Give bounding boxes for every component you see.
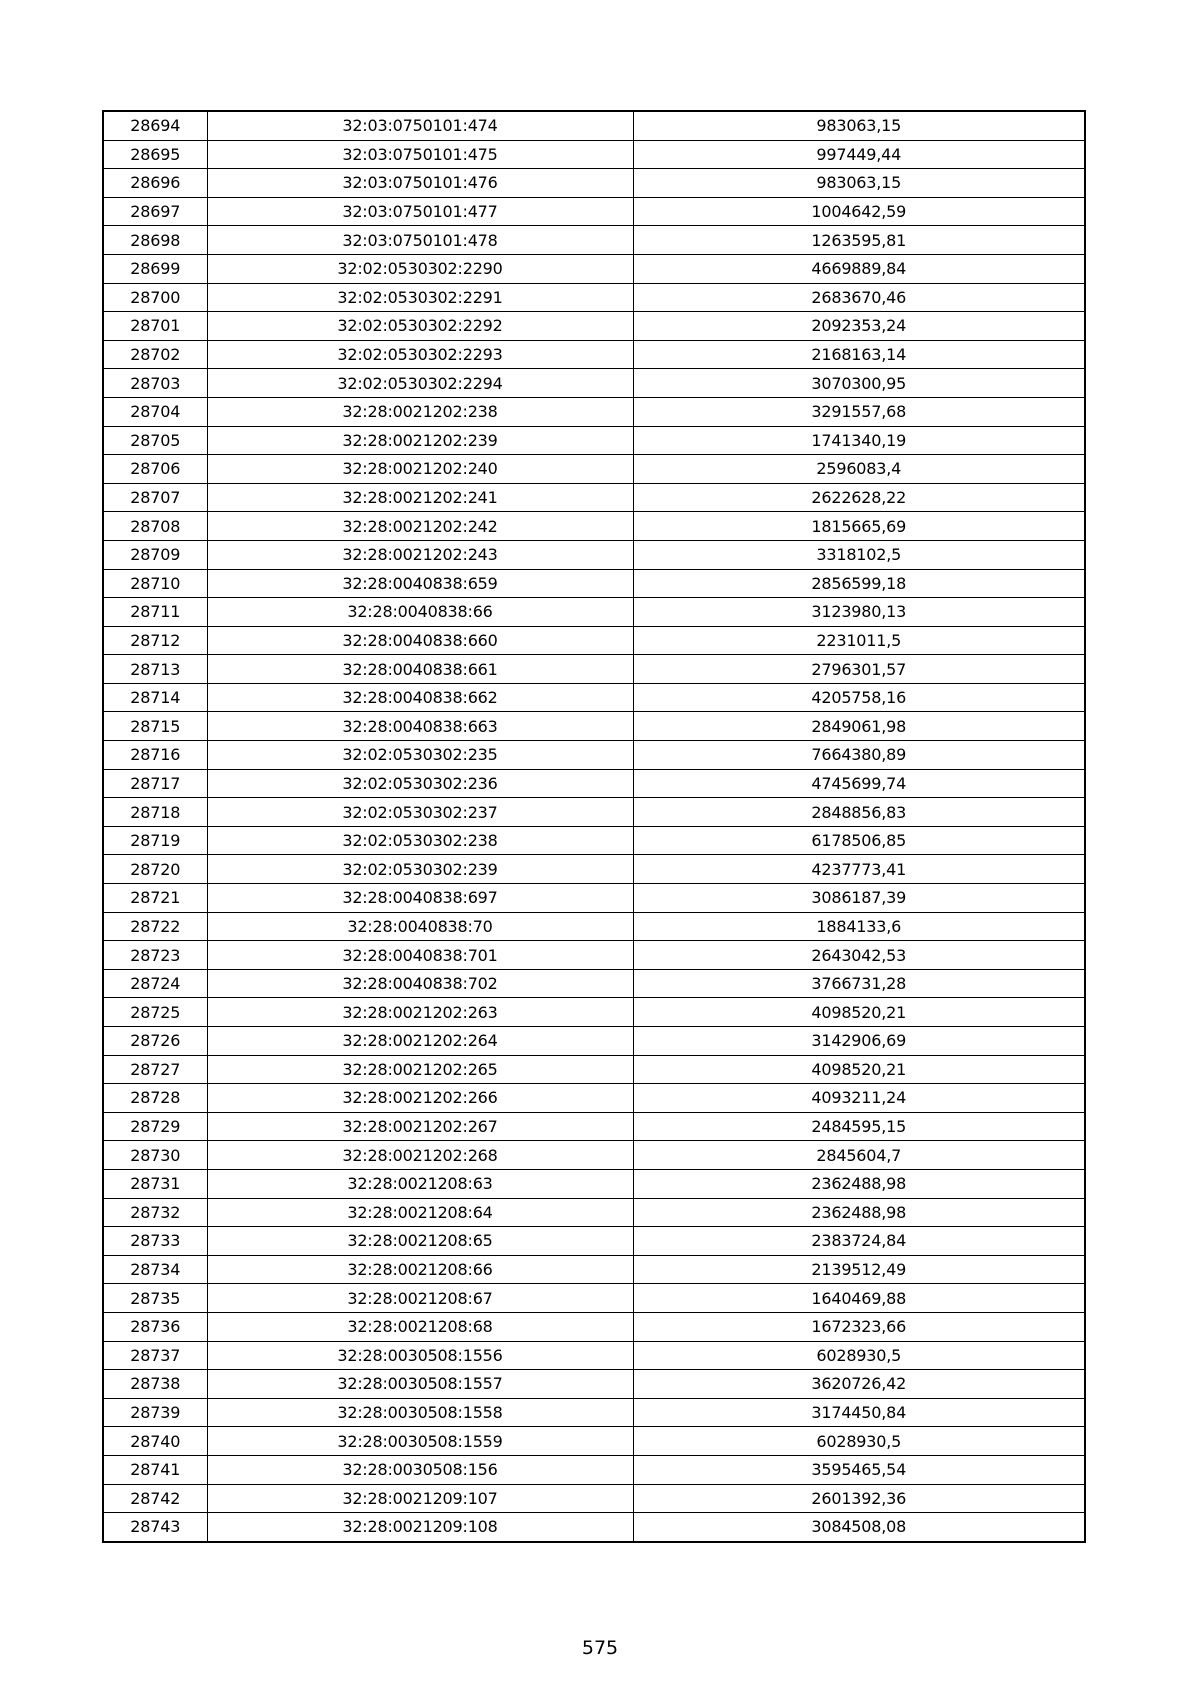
table-row <box>103 1112 1085 1141</box>
cadastral-number-cell: 32:28:0021208:65 <box>207 1227 633 1256</box>
cadastral-value-cell: 2362488,98 <box>633 1198 1085 1227</box>
table-row <box>103 1455 1085 1484</box>
table-row <box>103 312 1085 341</box>
cadastral-value-cell: 1884133,6 <box>633 912 1085 941</box>
cadastral-value-cell: 2622628,22 <box>633 483 1085 512</box>
cadastral-value-cell: 2849061,98 <box>633 712 1085 741</box>
cadastral-number-cell: 32:03:0750101:477 <box>207 197 633 226</box>
cadastral-value-cell: 1815665,69 <box>633 512 1085 541</box>
row-number-cell: 28715 <box>103 712 207 741</box>
row-number-cell: 28729 <box>103 1112 207 1141</box>
cadastral-number-cell: 32:28:0021202:238 <box>207 397 633 426</box>
cadastral-number-cell: 32:28:0021202:243 <box>207 540 633 569</box>
row-number-cell: 28734 <box>103 1255 207 1284</box>
table-row <box>103 397 1085 426</box>
cadastral-number-cell: 32:28:0021202:241 <box>207 483 633 512</box>
cadastral-value-cell: 2139512,49 <box>633 1255 1085 1284</box>
cadastral-value-cell: 4098520,21 <box>633 998 1085 1027</box>
cadastral-number-cell: 32:28:0021202:264 <box>207 1027 633 1056</box>
cadastral-number-cell: 32:28:0021208:64 <box>207 1198 633 1227</box>
cadastral-number-cell: 32:28:0030508:1557 <box>207 1370 633 1399</box>
row-number-cell: 28698 <box>103 226 207 255</box>
table-row <box>103 1198 1085 1227</box>
cadastral-value-cell: 7664380,89 <box>633 741 1085 770</box>
cadastral-number-cell: 32:02:0530302:2292 <box>207 312 633 341</box>
row-number-cell: 28742 <box>103 1484 207 1513</box>
row-number-cell: 28696 <box>103 169 207 198</box>
row-number-cell: 28731 <box>103 1169 207 1198</box>
cadastral-number-cell: 32:28:0021202:240 <box>207 455 633 484</box>
table-row <box>103 1427 1085 1456</box>
row-number-cell: 28720 <box>103 855 207 884</box>
table-row <box>103 169 1085 198</box>
cadastral-value-cell: 3084508,08 <box>633 1513 1085 1542</box>
table-row <box>103 1513 1085 1542</box>
table-row <box>103 254 1085 283</box>
cadastral-number-cell: 32:28:0021208:67 <box>207 1284 633 1313</box>
table-row <box>103 1055 1085 1084</box>
table-row <box>103 1312 1085 1341</box>
cadastral-value-cell: 983063,15 <box>633 111 1085 140</box>
table-row <box>103 655 1085 684</box>
row-number-cell: 28727 <box>103 1055 207 1084</box>
table-row <box>103 855 1085 884</box>
cadastral-number-cell: 32:28:0030508:156 <box>207 1455 633 1484</box>
cadastral-number-cell: 32:02:0530302:239 <box>207 855 633 884</box>
cadastral-number-cell: 32:28:0040838:70 <box>207 912 633 941</box>
cadastral-number-cell: 32:02:0530302:2293 <box>207 340 633 369</box>
cadastral-number-cell: 32:03:0750101:478 <box>207 226 633 255</box>
table-row <box>103 426 1085 455</box>
cadastral-number-cell: 32:02:0530302:237 <box>207 798 633 827</box>
cadastral-number-cell: 32:28:0040838:702 <box>207 969 633 998</box>
cadastral-number-cell: 32:28:0030508:1556 <box>207 1341 633 1370</box>
row-number-cell: 28741 <box>103 1455 207 1484</box>
cadastral-value-cell: 2856599,18 <box>633 569 1085 598</box>
table-row <box>103 111 1085 140</box>
cadastral-value-cell: 1741340,19 <box>633 426 1085 455</box>
cadastral-number-cell: 32:28:0021209:107 <box>207 1484 633 1513</box>
table-body <box>103 111 1085 1542</box>
row-number-cell: 28705 <box>103 426 207 455</box>
cadastral-number-cell: 32:28:0040838:697 <box>207 884 633 913</box>
row-number-cell: 28699 <box>103 254 207 283</box>
cadastral-number-cell: 32:02:0530302:238 <box>207 826 633 855</box>
cadastral-value-cell: 2362488,98 <box>633 1169 1085 1198</box>
row-number-cell: 28707 <box>103 483 207 512</box>
row-number-cell: 28719 <box>103 826 207 855</box>
cadastral-value-table <box>102 110 1086 1543</box>
cadastral-number-cell: 32:28:0021202:242 <box>207 512 633 541</box>
cadastral-value-cell: 6178506,85 <box>633 826 1085 855</box>
row-number-cell: 28739 <box>103 1398 207 1427</box>
cadastral-value-cell: 4093211,24 <box>633 1084 1085 1113</box>
row-number-cell: 28702 <box>103 340 207 369</box>
row-number-cell: 28717 <box>103 769 207 798</box>
table-row <box>103 769 1085 798</box>
row-number-cell: 28708 <box>103 512 207 541</box>
cadastral-value-cell: 4205758,16 <box>633 683 1085 712</box>
cadastral-value-cell: 2484595,15 <box>633 1112 1085 1141</box>
cadastral-value-cell: 1640469,88 <box>633 1284 1085 1313</box>
row-number-cell: 28718 <box>103 798 207 827</box>
cadastral-number-cell: 32:02:0530302:236 <box>207 769 633 798</box>
cadastral-value-cell: 1672323,66 <box>633 1312 1085 1341</box>
cadastral-number-cell: 32:28:0021202:265 <box>207 1055 633 1084</box>
cadastral-value-cell: 2796301,57 <box>633 655 1085 684</box>
cadastral-number-cell: 32:28:0021202:266 <box>207 1084 633 1113</box>
cadastral-value-cell: 3595465,54 <box>633 1455 1085 1484</box>
cadastral-number-cell: 32:28:0030508:1558 <box>207 1398 633 1427</box>
cadastral-value-cell: 2168163,14 <box>633 340 1085 369</box>
cadastral-value-cell: 3620726,42 <box>633 1370 1085 1399</box>
cadastral-value-cell: 3318102,5 <box>633 540 1085 569</box>
cadastral-number-cell: 32:03:0750101:476 <box>207 169 633 198</box>
cadastral-number-cell: 32:28:0021209:108 <box>207 1513 633 1542</box>
table-row <box>103 712 1085 741</box>
row-number-cell: 28740 <box>103 1427 207 1456</box>
cadastral-value-cell: 3174450,84 <box>633 1398 1085 1427</box>
row-number-cell: 28701 <box>103 312 207 341</box>
cadastral-value-cell: 983063,15 <box>633 169 1085 198</box>
row-number-cell: 28704 <box>103 397 207 426</box>
cadastral-value-cell: 3123980,13 <box>633 598 1085 627</box>
table-row <box>103 969 1085 998</box>
cadastral-value-cell: 6028930,5 <box>633 1341 1085 1370</box>
cadastral-value-cell: 4669889,84 <box>633 254 1085 283</box>
table-row <box>103 1169 1085 1198</box>
cadastral-value-cell: 4098520,21 <box>633 1055 1085 1084</box>
cadastral-value-cell: 2092353,24 <box>633 312 1085 341</box>
cadastral-value-cell: 4745699,74 <box>633 769 1085 798</box>
table-row <box>103 798 1085 827</box>
cadastral-number-cell: 32:28:0021202:263 <box>207 998 633 1027</box>
row-number-cell: 28700 <box>103 283 207 312</box>
cadastral-number-cell: 32:28:0040838:66 <box>207 598 633 627</box>
cadastral-value-cell: 3070300,95 <box>633 369 1085 398</box>
cadastral-value-cell: 3766731,28 <box>633 969 1085 998</box>
table-row <box>103 998 1085 1027</box>
table-row <box>103 369 1085 398</box>
cadastral-value-cell: 1004642,59 <box>633 197 1085 226</box>
cadastral-value-cell: 2231011,5 <box>633 626 1085 655</box>
row-number-cell: 28736 <box>103 1312 207 1341</box>
cadastral-number-cell: 32:28:0021208:68 <box>207 1312 633 1341</box>
row-number-cell: 28712 <box>103 626 207 655</box>
cadastral-number-cell: 32:28:0040838:661 <box>207 655 633 684</box>
table-row <box>103 569 1085 598</box>
table-row <box>103 197 1085 226</box>
cadastral-number-cell: 32:28:0021202:239 <box>207 426 633 455</box>
table-row <box>103 283 1085 312</box>
cadastral-number-cell: 32:28:0021208:63 <box>207 1169 633 1198</box>
table-row <box>103 1255 1085 1284</box>
row-number-cell: 28725 <box>103 998 207 1027</box>
row-number-cell: 28732 <box>103 1198 207 1227</box>
cadastral-number-cell: 32:28:0040838:659 <box>207 569 633 598</box>
row-number-cell: 28703 <box>103 369 207 398</box>
cadastral-value-cell: 3291557,68 <box>633 397 1085 426</box>
row-number-cell: 28737 <box>103 1341 207 1370</box>
cadastral-value-cell: 2596083,4 <box>633 455 1085 484</box>
table-row <box>103 683 1085 712</box>
table-row <box>103 1370 1085 1399</box>
cadastral-number-cell: 32:02:0530302:235 <box>207 741 633 770</box>
table-row <box>103 483 1085 512</box>
cadastral-value-cell: 2601392,36 <box>633 1484 1085 1513</box>
row-number-cell: 28726 <box>103 1027 207 1056</box>
cadastral-value-cell: 2643042,53 <box>633 941 1085 970</box>
table-row <box>103 884 1085 913</box>
row-number-cell: 28710 <box>103 569 207 598</box>
table-row <box>103 826 1085 855</box>
table-row <box>103 226 1085 255</box>
row-number-cell: 28709 <box>103 540 207 569</box>
row-number-cell: 28730 <box>103 1141 207 1170</box>
table-row <box>103 1027 1085 1056</box>
table-row <box>103 512 1085 541</box>
cadastral-number-cell: 32:03:0750101:474 <box>207 111 633 140</box>
table-row <box>103 1398 1085 1427</box>
cadastral-value-cell: 2383724,84 <box>633 1227 1085 1256</box>
table-row <box>103 540 1085 569</box>
table-row <box>103 598 1085 627</box>
cadastral-value-cell: 2683670,46 <box>633 283 1085 312</box>
cadastral-value-cell: 6028930,5 <box>633 1427 1085 1456</box>
row-number-cell: 28694 <box>103 111 207 140</box>
row-number-cell: 28735 <box>103 1284 207 1313</box>
row-number-cell: 28721 <box>103 884 207 913</box>
row-number-cell: 28733 <box>103 1227 207 1256</box>
cadastral-value-cell: 2845604,7 <box>633 1141 1085 1170</box>
row-number-cell: 28716 <box>103 741 207 770</box>
cadastral-number-cell: 32:28:0040838:701 <box>207 941 633 970</box>
row-number-cell: 28706 <box>103 455 207 484</box>
row-number-cell: 28697 <box>103 197 207 226</box>
row-number-cell: 28713 <box>103 655 207 684</box>
row-number-cell: 28711 <box>103 598 207 627</box>
cadastral-number-cell: 32:02:0530302:2290 <box>207 254 633 283</box>
table-row <box>103 455 1085 484</box>
cadastral-number-cell: 32:28:0040838:662 <box>207 683 633 712</box>
cadastral-number-cell: 32:02:0530302:2291 <box>207 283 633 312</box>
row-number-cell: 28695 <box>103 140 207 169</box>
page-number: 575 <box>581 1637 619 1659</box>
cadastral-value-cell: 2848856,83 <box>633 798 1085 827</box>
cadastral-number-cell: 32:03:0750101:475 <box>207 140 633 169</box>
row-number-cell: 28738 <box>103 1370 207 1399</box>
cadastral-number-cell: 32:28:0040838:660 <box>207 626 633 655</box>
table-row <box>103 741 1085 770</box>
cadastral-number-cell: 32:28:0021208:66 <box>207 1255 633 1284</box>
table-row <box>103 1141 1085 1170</box>
row-number-cell: 28728 <box>103 1084 207 1113</box>
cadastral-number-cell: 32:28:0030508:1559 <box>207 1427 633 1456</box>
row-number-cell: 28722 <box>103 912 207 941</box>
table-row <box>103 140 1085 169</box>
row-number-cell: 28714 <box>103 683 207 712</box>
table-row <box>103 340 1085 369</box>
cadastral-value-cell: 3142906,69 <box>633 1027 1085 1056</box>
table-row <box>103 1484 1085 1513</box>
cadastral-value-cell: 997449,44 <box>633 140 1085 169</box>
table-row <box>103 941 1085 970</box>
cadastral-value-cell: 4237773,41 <box>633 855 1085 884</box>
cadastral-number-cell: 32:02:0530302:2294 <box>207 369 633 398</box>
cadastral-number-cell: 32:28:0021202:268 <box>207 1141 633 1170</box>
cadastral-value-cell: 3086187,39 <box>633 884 1085 913</box>
table-row <box>103 1227 1085 1256</box>
table-row <box>103 912 1085 941</box>
table-row <box>103 1284 1085 1313</box>
table-row <box>103 1341 1085 1370</box>
cadastral-number-cell: 32:28:0040838:663 <box>207 712 633 741</box>
table-row <box>103 626 1085 655</box>
cadastral-value-cell: 1263595,81 <box>633 226 1085 255</box>
table-row <box>103 1084 1085 1113</box>
cadastral-number-cell: 32:28:0021202:267 <box>207 1112 633 1141</box>
row-number-cell: 28723 <box>103 941 207 970</box>
row-number-cell: 28724 <box>103 969 207 998</box>
row-number-cell: 28743 <box>103 1513 207 1542</box>
